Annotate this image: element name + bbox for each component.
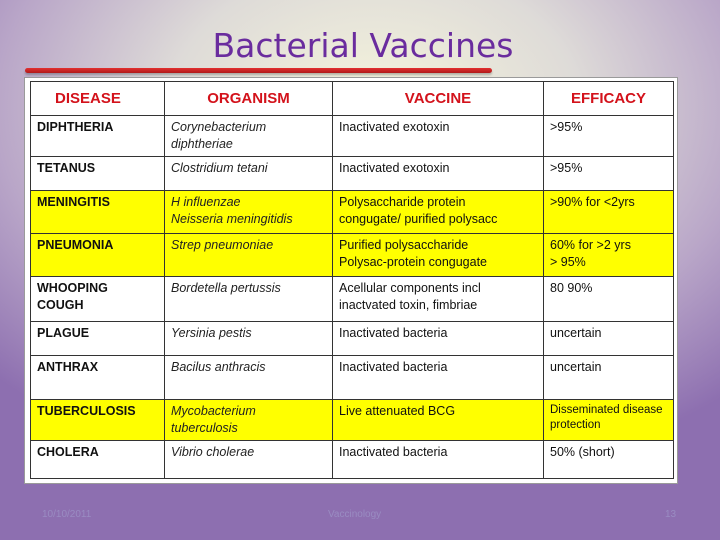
efficacy-cell	[544, 355, 674, 399]
organism-cell-line: Vibrio cholerae	[171, 444, 255, 459]
organism-cell	[165, 440, 333, 478]
header-disease: DISEASE	[31, 82, 165, 116]
disease-cell-line: MENINGITIS	[37, 195, 110, 210]
table-row	[31, 157, 674, 191]
table-row	[31, 234, 674, 277]
disease-cell-line: PNEUMONIA	[37, 238, 114, 253]
disease-cell-line: WHOOPING	[37, 281, 108, 296]
disease-cell	[31, 234, 165, 277]
disease-cell-line: ANTHRAX	[37, 359, 99, 374]
efficacy-cell	[544, 116, 674, 157]
efficacy-cell-line: >95%	[550, 161, 583, 176]
organism-cell	[165, 116, 333, 157]
efficacy-cell	[544, 277, 674, 321]
vaccine-cell-line: Inactivated exotoxin	[339, 120, 450, 134]
organism-cell-line: H influenzae	[171, 195, 241, 210]
vaccine-cell-line: Inactivated bacteria	[339, 359, 448, 374]
organism-cell	[165, 234, 333, 277]
organism-cell-line: Clostridium tetani	[171, 161, 268, 176]
slide-title: Bacterial Vaccines	[212, 26, 514, 65]
vaccine-cell-line: Live attenuated BCG	[339, 403, 456, 418]
organism-cell	[165, 399, 333, 440]
disease-cell	[31, 399, 165, 440]
vaccine-cell-line: Purified polysaccharide	[339, 238, 469, 253]
disease-cell	[31, 355, 165, 399]
efficacy-cell-line: Disseminated disease	[550, 403, 663, 416]
vaccine-cell-line: Inactivated bacteria	[339, 444, 448, 459]
organism-cell-line: Yersinia pestis	[171, 325, 252, 340]
vaccine-cell	[333, 440, 544, 478]
organism-cell-line: Neisseria meningitidis	[171, 212, 293, 227]
organism-cell	[165, 191, 333, 234]
vaccine-cell-line: inactvated toxin, fimbriae	[339, 298, 478, 313]
disease-cell-line: COUGH	[37, 298, 84, 313]
footer-date: 10/10/2011	[42, 509, 92, 520]
disease-cell	[31, 191, 165, 234]
organism-cell-line: Mycobacterium	[171, 403, 256, 418]
table-row	[31, 277, 674, 321]
efficacy-cell-line: 80 90%	[550, 281, 593, 296]
efficacy-cell-line: uncertain	[550, 325, 602, 340]
vaccine-cell-line: congugate/ purified polysacc	[339, 212, 498, 227]
vaccine-cell-line: Acellular components incl	[339, 281, 481, 296]
table-row	[31, 440, 674, 478]
vaccine-cell-line: Polysac-protein congugate	[339, 255, 488, 270]
footer-page-number: 13	[665, 509, 677, 520]
vaccine-table	[30, 81, 674, 479]
vaccine-cell	[333, 234, 544, 277]
efficacy-cell-line: >95%	[550, 120, 583, 134]
efficacy-cell-line: protection	[550, 418, 601, 431]
table-row	[31, 399, 674, 440]
table-row	[31, 355, 674, 399]
vaccine-cell	[333, 355, 544, 399]
efficacy-cell	[544, 440, 674, 478]
footer-center-text: Vaccinology	[328, 509, 382, 520]
efficacy-cell-line: uncertain	[550, 359, 602, 374]
efficacy-cell	[544, 191, 674, 234]
organism-cell-line: Strep pneumoniae	[171, 238, 274, 253]
vaccine-cell	[333, 191, 544, 234]
disease-cell-line: PLAGUE	[37, 325, 90, 340]
disease-cell	[31, 321, 165, 355]
disease-cell	[31, 440, 165, 478]
organism-cell-line: Bordetella pertussis	[171, 281, 281, 296]
table-row	[31, 116, 674, 157]
organism-cell-line: Corynebacterium	[171, 120, 267, 134]
efficacy-cell-line: 50% (short)	[550, 444, 615, 459]
vaccine-cell	[333, 116, 544, 157]
organism-cell	[165, 355, 333, 399]
vaccine-cell	[333, 277, 544, 321]
efficacy-cell-line: 60% for >2 yrs	[550, 238, 631, 253]
header-vaccine: VACCINE	[333, 82, 544, 116]
title-underline	[25, 68, 492, 73]
disease-cell-line: TETANUS	[37, 161, 96, 176]
efficacy-cell-line: > 95%	[550, 255, 586, 270]
vaccine-cell-line: Inactivated exotoxin	[339, 161, 450, 176]
vaccine-cell-line: Inactivated bacteria	[339, 325, 448, 340]
efficacy-cell	[544, 234, 674, 277]
disease-cell	[31, 277, 165, 321]
organism-cell-line: tuberculosis	[171, 420, 238, 435]
disease-cell	[31, 116, 165, 157]
table-header-row	[31, 82, 674, 116]
disease-cell	[31, 157, 165, 191]
disease-cell-line: TUBERCULOSIS	[37, 403, 136, 418]
organism-cell-line: Bacilus anthracis	[171, 359, 266, 374]
header-efficacy: EFFICACY	[544, 82, 674, 116]
vaccine-cell	[333, 157, 544, 191]
vaccine-table-frame	[24, 77, 678, 484]
table-row	[31, 191, 674, 234]
efficacy-cell	[544, 399, 674, 440]
efficacy-cell	[544, 321, 674, 355]
table-body	[31, 116, 674, 479]
organism-cell	[165, 157, 333, 191]
vaccine-cell	[333, 399, 544, 440]
organism-cell	[165, 277, 333, 321]
disease-cell-line: CHOLERA	[37, 444, 99, 459]
efficacy-cell-line: >90% for <2yrs	[550, 195, 635, 210]
organism-cell-line: diphtheriae	[171, 137, 233, 151]
header-organism: ORGANISM	[165, 82, 333, 116]
disease-cell-line: DIPHTHERIA	[37, 120, 114, 134]
table-row	[31, 321, 674, 355]
vaccine-cell-line: Polysaccharide protein	[339, 195, 466, 210]
vaccine-cell	[333, 321, 544, 355]
efficacy-cell	[544, 157, 674, 191]
organism-cell	[165, 321, 333, 355]
